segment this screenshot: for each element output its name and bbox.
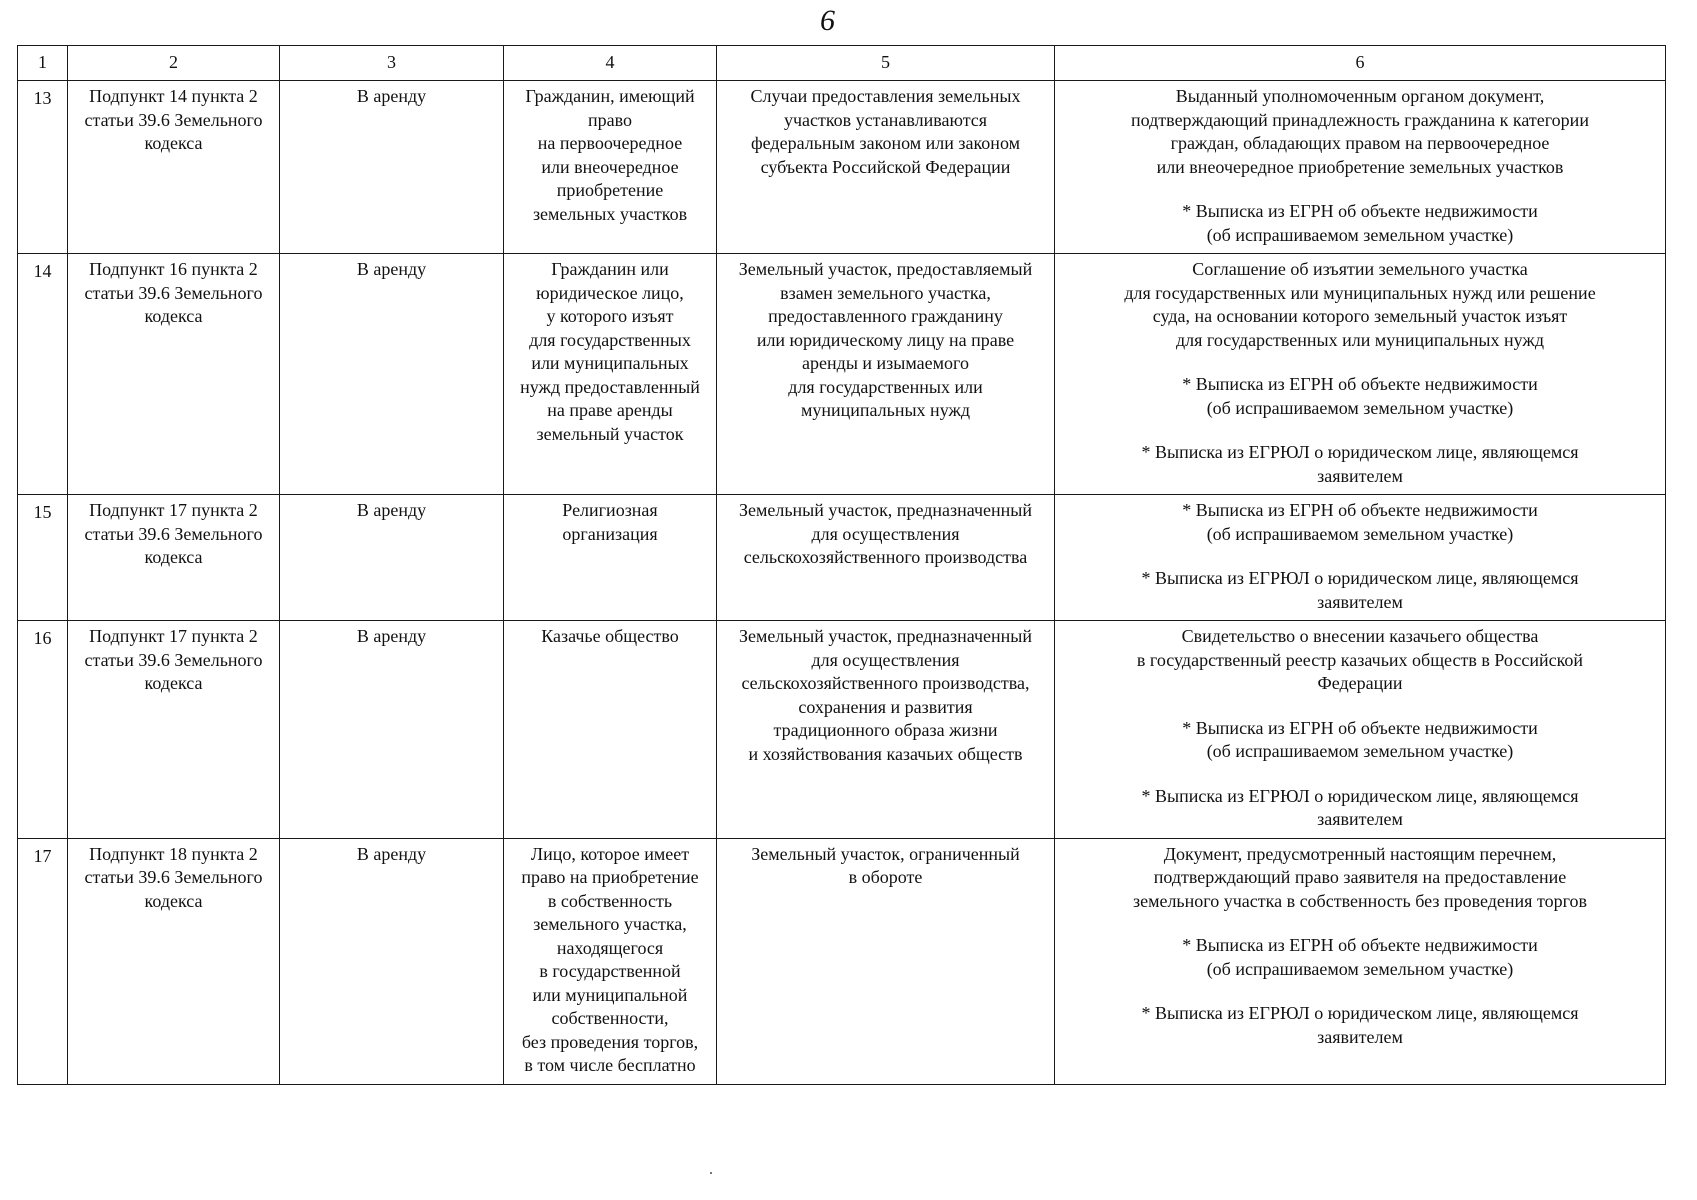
document-item: * Выписка из ЕГРЮЛ о юридическом лице, являющемся заявителем (1141, 785, 1579, 829)
column-header: 1 (18, 46, 68, 81)
document-item: Соглашение об изъятии земельного участка для государственных или муниципальных нужд или решение суда, на основании которого земельный участок изъят для государственных или муниципальных нужд (1124, 259, 1596, 350)
applicant-cell: Казачье общество (504, 621, 717, 839)
required-documents-cell (1055, 621, 1666, 839)
document-item: Выданный уполномоченным органом документ, подтверждающий принадлежность гражданина к категории граждан, обладающих правом на первоочередное или внеочередное приобретение земельных участков (1131, 86, 1589, 177)
condition-cell: Земельный участок, предназначенный для осуществления сельскохозяйственного производства (717, 495, 1055, 621)
condition-cell: Земельный участок, ограниченный в обороте (717, 838, 1055, 1084)
provision-type-cell: В аренду (280, 838, 504, 1084)
required-documents-cell (1055, 495, 1666, 621)
table-row (18, 81, 1666, 254)
applicant-cell: Религиозная организация (504, 495, 717, 621)
legal-basis-cell: Подпункт 17 пункта 2 статьи 39.6 Земельного кодекса (68, 495, 280, 621)
column-header: 5 (717, 46, 1055, 81)
row-number: 17 (18, 838, 68, 1084)
document-item: * Выписка из ЕГРЮЛ о юридическом лице, являющемся заявителем (1141, 442, 1579, 486)
document-item: Свидетельство о внесении казачьего общества в государственный реестр казачьих обществ в Российской Федерации (1136, 626, 1584, 693)
table-row (18, 838, 1666, 1084)
legal-basis-cell: Подпункт 14 пункта 2 статьи 39.6 Земельного кодекса (68, 81, 280, 254)
applicant-cell: Гражданин или юридическое лицо, у которого изъят для государственных или муниципальных нужд предоставленный на праве аренды земельный участок (504, 254, 717, 495)
provision-type-cell: В аренду (280, 254, 504, 495)
legal-basis-cell: Подпункт 18 пункта 2 статьи 39.6 Земельного кодекса (68, 838, 280, 1084)
table-header-row (18, 46, 1666, 81)
document-item: * Выписка из ЕГРН об объекте недвижимости (об испрашиваемом земельном участке) (1182, 374, 1538, 418)
table-row (18, 254, 1666, 495)
document-item: * Выписка из ЕГРН об объекте недвижимости (об испрашиваемом земельном участке) (1182, 717, 1538, 761)
applicant-cell: Лицо, которое имеет право на приобретение в собственность земельного участка, находящегося в государственной или муниципальной собственности, без проведения торгов, в том числе бесплатно (504, 838, 717, 1084)
document-item: Документ, предусмотренный настоящим перечнем, подтверждающий право заявителя на предоставление земельного участка в собственность без проведения торгов (1132, 843, 1588, 911)
required-documents-cell (1055, 81, 1666, 254)
condition-cell: Случаи предоставления земельных участков устанавливаются федеральным законом или законом субъекта Российской Федерации (717, 81, 1055, 254)
row-number: 14 (18, 254, 68, 495)
document-item: * Выписка из ЕГРЮЛ о юридическом лице, являющемся заявителем (1141, 1003, 1579, 1047)
column-header: 6 (1055, 46, 1666, 81)
required-documents-cell (1055, 838, 1666, 1084)
document-item: * Выписка из ЕГРН об объекте недвижимости (об испрашиваемом земельном участке) (1182, 935, 1538, 979)
row-number: 16 (18, 621, 68, 839)
table-row (18, 621, 1666, 839)
row-number: 15 (18, 495, 68, 621)
applicant-cell: Гражданин, имеющий право на первоочередное или внеочередное приобретение земельных участков (504, 81, 717, 254)
provision-type-cell: В аренду (280, 495, 504, 621)
row-number: 13 (18, 81, 68, 254)
page-number: 6 (820, 4, 835, 37)
column-header: 2 (68, 46, 280, 81)
document-item: * Выписка из ЕГРН об объекте недвижимости (об испрашиваемом земельном участке) (1182, 500, 1538, 544)
documents-table (17, 45, 1666, 1085)
condition-cell: Земельный участок, предназначенный для осуществления сельскохозяйственного производства, сохранения и развития традиционного образа жизни и хозяйствования казачьих обществ (717, 621, 1055, 839)
column-header: 3 (280, 46, 504, 81)
document-item: * Выписка из ЕГРН об объекте недвижимости (об испрашиваемом земельном участке) (1182, 201, 1538, 245)
document-item: * Выписка из ЕГРЮЛ о юридическом лице, являющемся заявителем (1141, 568, 1579, 612)
condition-cell: Земельный участок, предоставляемый взамен земельного участка, предоставленного гражданину или юридическому лицу на праве аренды и изымаемого для государственных или муниципальных нужд (717, 254, 1055, 495)
provision-type-cell: В аренду (280, 81, 504, 254)
scan-speck (710, 1172, 712, 1174)
column-header: 4 (504, 46, 717, 81)
required-documents-cell (1055, 254, 1666, 495)
legal-basis-cell: Подпункт 16 пункта 2 статьи 39.6 Земельного кодекса (68, 254, 280, 495)
legal-basis-cell: Подпункт 17 пункта 2 статьи 39.6 Земельного кодекса (68, 621, 280, 839)
table-row (18, 495, 1666, 621)
provision-type-cell: В аренду (280, 621, 504, 839)
